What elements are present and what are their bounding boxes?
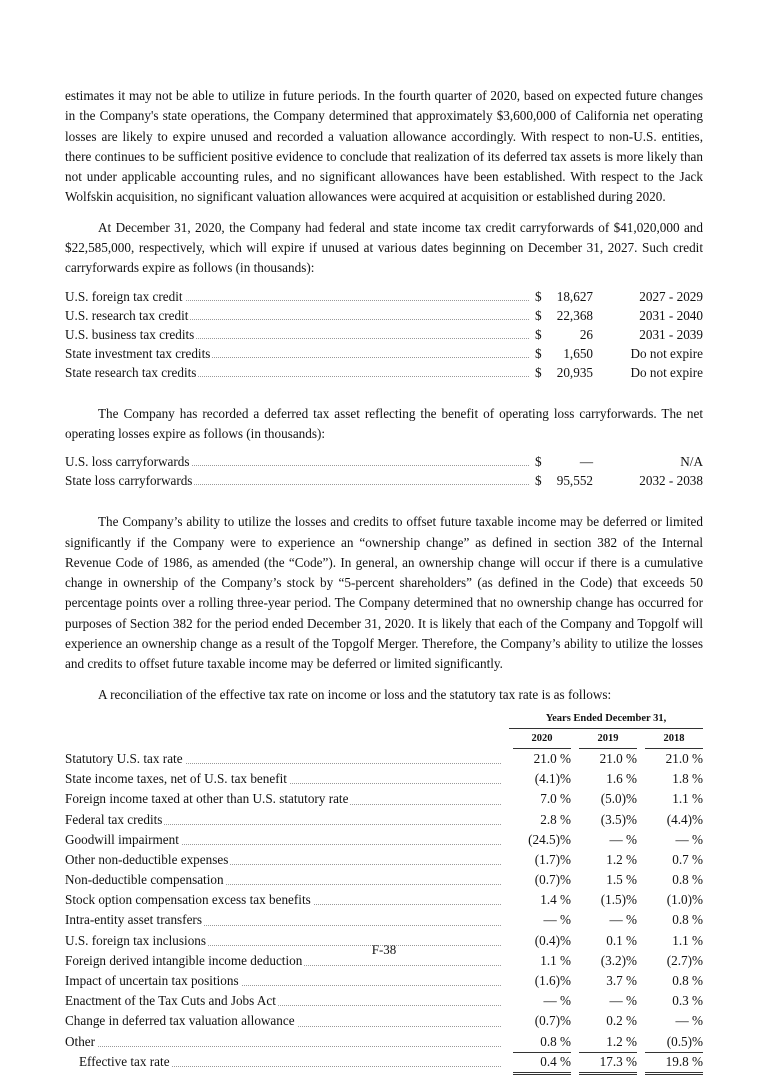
currency-symbol: $ xyxy=(535,454,542,470)
row-label: State income taxes, net of U.S. tax benefit xyxy=(65,771,287,787)
document-page xyxy=(65,86,703,1072)
row-label: U.S. business tax credits xyxy=(65,326,195,342)
value-2019: 1.2 % xyxy=(579,1032,637,1053)
credit-carryforwards-table xyxy=(65,287,703,382)
currency-symbol: $ xyxy=(535,473,542,489)
currency-symbol: $ xyxy=(535,307,542,323)
row-label: Non-deductible compensation xyxy=(65,872,224,888)
value-2020: 21.0 % xyxy=(533,750,571,766)
value-2020: — % xyxy=(543,993,571,1009)
table-row xyxy=(65,890,703,910)
paragraph-reconciliation-intro: A reconciliation of the effective tax rate on income or loss and the statutory tax rate is as follows: xyxy=(98,686,612,702)
value-2020: 0.8 % xyxy=(513,1032,571,1053)
value-2018: — % xyxy=(675,831,703,847)
expiration: Do not expire xyxy=(630,345,703,361)
total-row xyxy=(65,1052,703,1072)
value-2020: 7.0 % xyxy=(540,791,571,807)
paragraph-ownership-change: The Company’s ability to utilize the losses and credits to offset future taxable income may be deferred or limited significantly if the Company were to experience an “ownership change” as defined in section 382 of the Internal Revenue Code of 1986, as amended (the “Code”). In general, an ownership change will occur if there is a cumulative change in ownership of the Company’s stock by “5-percent shareholders” (as defined in the Code) that exceeds 50 percentage points over a rolling three-year period. The Company determined that no ownership change has occurred for purposes of Section 382 for the period ended December 31, 2020. It is likely that each of the Company and Topgolf will experience an ownership change as a result of the Topgolf Merger. Therefore, the Company’s ability to utilize the losses and credits to offset future taxable income may be deferred or limited significantly. xyxy=(65,514,703,672)
row-label: U.S. foreign tax credit xyxy=(65,288,183,304)
row-label: Goodwill impairment xyxy=(65,831,179,847)
value-2020: — % xyxy=(543,912,571,928)
table-row xyxy=(65,789,703,809)
paragraph-valuation-allowance: estimates it may not be able to utilize in future periods. In the fourth quarter of 2020, based on expected future changes in the Company's state operations, the Company determined that approximately $3,600,000 of California net operating losses are likely to expire unused and recorded a valuation allowance accordingly. With respect to non-U.S. entities, there continues to be sufficient positive evidence to conclude that realization of its deferred tax assets is more likely than not under applicable accounting rules, and no significant allowances have been established. With respect to the Jack Wolfskin acquisition, no significant valuation allowances were acquired at acquisition or established during 2020. xyxy=(65,88,703,205)
table-row xyxy=(65,830,703,850)
table-row xyxy=(65,325,703,344)
row-label: Federal tax credits xyxy=(65,811,163,827)
value-2018: 0.7 % xyxy=(672,851,703,867)
table-row xyxy=(65,749,703,769)
value-2018: — % xyxy=(675,1013,703,1029)
currency-symbol: $ xyxy=(535,345,542,361)
amount: 26 xyxy=(579,326,593,342)
value-2020: 1.4 % xyxy=(540,892,571,908)
value-2020: 0.4 % xyxy=(513,1052,571,1075)
currency-symbol: $ xyxy=(535,288,542,304)
value-2019: 0.1 % xyxy=(606,932,637,948)
expiration: Do not expire xyxy=(630,364,703,380)
value-2018: 1.1 % xyxy=(672,932,703,948)
currency-symbol: $ xyxy=(535,326,542,342)
value-2018: (0.5)% xyxy=(645,1032,703,1053)
value-2018: (2.7)% xyxy=(666,952,703,968)
expiration: 2031 - 2040 xyxy=(639,307,703,323)
value-2019: 1.2 % xyxy=(606,851,637,867)
table-row xyxy=(65,344,703,363)
row-label: Intra-entity asset transfers xyxy=(65,912,202,928)
expiration: 2027 - 2029 xyxy=(639,288,703,304)
table-row xyxy=(65,910,703,930)
value-2018: 0.3 % xyxy=(672,993,703,1009)
table-row xyxy=(65,810,703,830)
row-label: State research tax credits xyxy=(65,364,197,380)
value-2018: 0.8 % xyxy=(672,973,703,988)
table-row xyxy=(65,287,703,306)
table-row xyxy=(65,363,703,382)
value-2020: (4.1)% xyxy=(534,771,571,787)
table-row xyxy=(65,991,703,1011)
table-row xyxy=(65,1032,703,1052)
table-row xyxy=(65,850,703,870)
table-row xyxy=(65,306,703,325)
row-label: Enactment of the Tax Cuts and Jobs Act xyxy=(65,993,276,1009)
row-label: Impact of uncertain tax positions xyxy=(65,973,239,988)
row-label: U.S. research tax credit xyxy=(65,307,189,323)
value-2020: 1.1 % xyxy=(540,952,571,968)
value-2019: (3.5)% xyxy=(600,811,637,827)
value-2019: 3.7 % xyxy=(606,973,637,988)
amount: 95,552 xyxy=(556,473,593,489)
value-2020: (0.7)% xyxy=(534,1013,571,1029)
value-2020: (1.6)% xyxy=(534,973,571,988)
table-row xyxy=(65,870,703,890)
row-label: Other non-deductible expenses xyxy=(65,851,229,867)
column-header-2018: 2018 xyxy=(645,731,703,749)
loss-carryforwards-table xyxy=(65,452,703,490)
value-2020: (0.7)% xyxy=(534,872,571,888)
row-label: Stock option compensation excess tax benefits xyxy=(65,892,311,908)
value-2018: 19.8 % xyxy=(645,1052,703,1075)
row-label: U.S. loss carryforwards xyxy=(65,454,190,470)
value-2019: — % xyxy=(609,831,637,847)
table-row xyxy=(65,471,703,490)
amount: — xyxy=(579,454,593,470)
row-label: Statutory U.S. tax rate xyxy=(65,750,183,766)
table-row xyxy=(65,769,703,789)
value-2018: 1.8 % xyxy=(672,771,703,787)
expiration: 2032 - 2038 xyxy=(639,473,703,489)
value-2019: 1.5 % xyxy=(606,872,637,888)
column-header-2019: 2019 xyxy=(579,731,637,749)
amount: 18,627 xyxy=(556,288,593,304)
column-header-2020: 2020 xyxy=(513,731,571,749)
amount: 22,368 xyxy=(556,307,593,323)
value-2019: — % xyxy=(609,912,637,928)
value-2020: (24.5)% xyxy=(528,831,571,847)
column-group-header: Years Ended December 31, xyxy=(509,711,703,729)
row-label: Change in deferred tax valuation allowance xyxy=(65,1013,295,1029)
table-row xyxy=(65,452,703,471)
row-label: Foreign derived intangible income deduction xyxy=(65,952,303,968)
amount: 20,935 xyxy=(556,364,593,380)
value-2018: 0.8 % xyxy=(672,912,703,928)
page-number: F-38 xyxy=(371,942,397,957)
value-2018: 21.0 % xyxy=(665,750,703,766)
value-2018: 1.1 % xyxy=(672,791,703,807)
row-label: State investment tax credits xyxy=(65,345,211,361)
amount: 1,650 xyxy=(563,345,593,361)
table-row xyxy=(65,1011,703,1031)
row-label: State loss carryforwards xyxy=(65,473,193,489)
value-2019: (1.5)% xyxy=(600,892,637,908)
table-row xyxy=(65,971,703,991)
value-2019: (5.0)% xyxy=(600,791,637,807)
expiration: N/A xyxy=(680,454,703,470)
row-label: Effective tax rate xyxy=(65,1054,172,1069)
currency-symbol: $ xyxy=(535,364,542,380)
tax-rate-reconciliation-table xyxy=(65,711,703,1072)
value-2018: 0.8 % xyxy=(672,872,703,888)
paragraph-credit-carryforwards: At December 31, 2020, the Company had federal and state income tax credit carryforwards of $41,020,000 and $22,585,000, respectively, which will expire if unused at various dates beginning on December 31, 2027. Such credit carryforwards expire as follows (in thousands): xyxy=(65,219,703,276)
value-2019: 0.2 % xyxy=(606,1013,637,1029)
expiration: 2031 - 2039 xyxy=(639,326,703,342)
value-2020: (1.7)% xyxy=(534,851,571,867)
value-2019: 1.6 % xyxy=(606,771,637,787)
value-2019: 17.3 % xyxy=(579,1052,637,1075)
paragraph-operating-losses: The Company has recorded a deferred tax asset reflecting the benefit of operating loss carryforwards. The net operating losses expire as follows (in thousands): xyxy=(65,405,703,441)
row-label: Other xyxy=(65,1033,96,1049)
row-label: Foreign income taxed at other than U.S. statutory rate xyxy=(65,791,349,807)
value-2018: (4.4)% xyxy=(666,811,703,827)
value-2019: — % xyxy=(609,993,637,1009)
value-2019: (3.2)% xyxy=(600,952,637,968)
row-label: U.S. foreign tax inclusions xyxy=(65,932,207,948)
value-2019: 21.0 % xyxy=(599,750,637,766)
value-2020: 2.8 % xyxy=(540,811,571,827)
value-2020: (0.4)% xyxy=(534,932,571,948)
value-2018: (1.0)% xyxy=(666,892,703,908)
